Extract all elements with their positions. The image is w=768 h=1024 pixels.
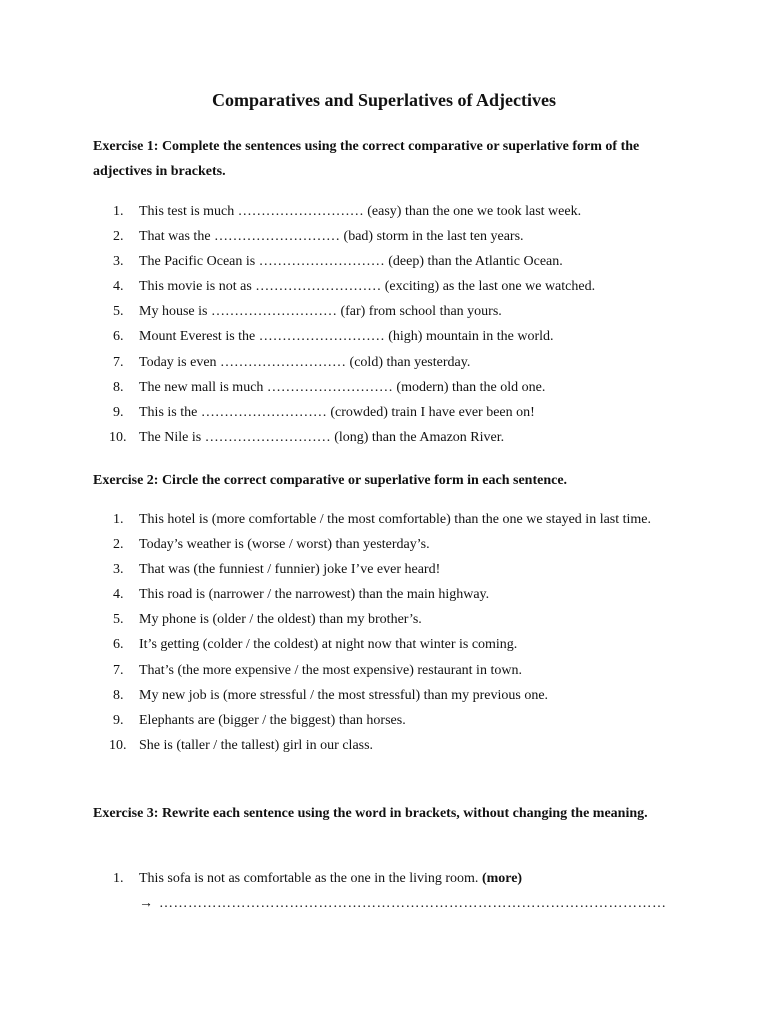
item-number: 2.	[113, 229, 124, 245]
exercise-2-item	[93, 532, 683, 557]
exercise-2-item	[93, 632, 683, 657]
exercise-1-item	[93, 324, 683, 349]
exercise-1-item	[93, 274, 683, 299]
item-sentence: That was (the funniest / funnier) joke I’ve ever heard!	[139, 562, 441, 578]
item-sentence: This movie is not as ……………………… (exciting) as the last one we watched.	[139, 279, 596, 295]
exercise-2-item	[93, 507, 683, 532]
item-number: 3.	[113, 562, 124, 578]
item-sentence: That was the ……………………… (bad) storm in the last ten years.	[139, 229, 524, 245]
answer-line[interactable]	[93, 891, 683, 916]
item-keyword: (more)	[481, 871, 523, 886]
arrow-right-icon: →	[139, 896, 153, 912]
exercise-1-item	[93, 299, 683, 324]
exercise-3-item	[93, 866, 683, 891]
item-number: 1.	[113, 204, 124, 219]
exercise-3-list	[93, 866, 683, 916]
item-sentence: This road is (narrower / the narrowest) than the main highway.	[139, 587, 490, 603]
item-sentence: She is (taller / the tallest) girl in our class.	[139, 737, 374, 753]
item-sentence: This is the ……………………… (crowded) train I have ever been on!	[139, 404, 535, 420]
item-sentence: My house is ……………………… (far) from school than yours.	[139, 304, 502, 320]
exercise-1-item	[93, 375, 683, 400]
item-number: 7.	[113, 662, 124, 678]
exercise-2-item	[93, 658, 683, 683]
item-sentence: The Pacific Ocean is ……………………… (deep) than the Atlantic Ocean.	[139, 254, 563, 270]
item-sentence: The Nile is ……………………… (long) than the Amazon River.	[139, 429, 505, 445]
item-sentence: Mount Everest is the ……………………… (high) mountain in the world.	[139, 329, 554, 345]
item-number: 3.	[113, 254, 124, 270]
item-sentence: Today’s weather is (worse / worst) than yesterday’s.	[139, 537, 430, 553]
exercise-2-item	[93, 582, 683, 607]
item-number: 5.	[113, 304, 124, 320]
exercise-3-heading: Exercise 3: Rewrite each sentence using the word in brackets, without changing the meaning.	[93, 806, 648, 821]
item-sentence: My new job is (more stressful / the most stressful) than my previous one.	[139, 687, 549, 703]
item-sentence: This test is much ……………………… (easy) than the one we took last week.	[139, 204, 582, 219]
exercise-1-list	[93, 199, 683, 450]
exercise-1-item	[93, 249, 683, 274]
exercise-1-item	[93, 400, 683, 425]
exercise-2-heading: Exercise 2: Circle the correct comparative or superlative form in each sentence.	[93, 473, 568, 488]
exercise-2-item	[93, 733, 683, 758]
item-number: 4.	[113, 587, 124, 603]
item-number: 1.	[113, 512, 124, 527]
item-sentence: This hotel is (more comfortable / the most comfortable) than the one we stayed in last time.	[139, 512, 652, 527]
item-number: 8.	[113, 687, 124, 703]
exercise-2-item	[93, 607, 683, 632]
item-sentence: This sofa is not as comfortable as the one in the living room.	[139, 871, 479, 886]
item-number: 1.	[113, 871, 124, 886]
item-sentence-wrapper	[139, 866, 683, 891]
exercise-1-item	[93, 199, 683, 224]
item-number: 7.	[113, 354, 124, 370]
exercise-2-item	[93, 557, 683, 582]
item-number: 10.	[109, 429, 127, 445]
item-number: 8.	[113, 379, 124, 395]
item-number: 5.	[113, 612, 124, 628]
item-sentence: The new mall is much ……………………… (modern) than the old one.	[139, 379, 546, 395]
exercise-2-item	[93, 683, 683, 708]
exercise-2-item	[93, 708, 683, 733]
exercise-1-item	[93, 350, 683, 375]
item-number: 9.	[113, 404, 124, 420]
item-number: 9.	[113, 712, 124, 728]
exercise-1-item	[93, 224, 683, 249]
item-number: 6.	[113, 329, 124, 345]
exercise-2-list	[93, 507, 683, 758]
item-number: 2.	[113, 537, 124, 553]
item-number: 10.	[109, 737, 127, 753]
page-title: Comparatives and Superlatives of Adjectives	[212, 90, 556, 110]
item-number: 6.	[113, 637, 124, 653]
exercise-1-item	[93, 425, 683, 450]
item-number: 4.	[113, 279, 124, 295]
item-sentence: My phone is (older / the oldest) than my brother’s.	[139, 612, 422, 628]
answer-dots: ……………………………………………………………………………………………	[159, 896, 667, 912]
item-sentence: Today is even ……………………… (cold) than yesterday.	[139, 354, 471, 370]
item-sentence: Elephants are (bigger / the biggest) than horses.	[139, 712, 406, 728]
item-sentence: It’s getting (colder / the coldest) at night now that winter is coming.	[139, 637, 518, 653]
exercise-1-heading: Exercise 1: Complete the sentences using the correct comparative or superlative form of the adjectives in brackets.	[93, 139, 640, 179]
item-sentence: That’s (the more expensive / the most expensive) restaurant in town.	[139, 662, 522, 678]
